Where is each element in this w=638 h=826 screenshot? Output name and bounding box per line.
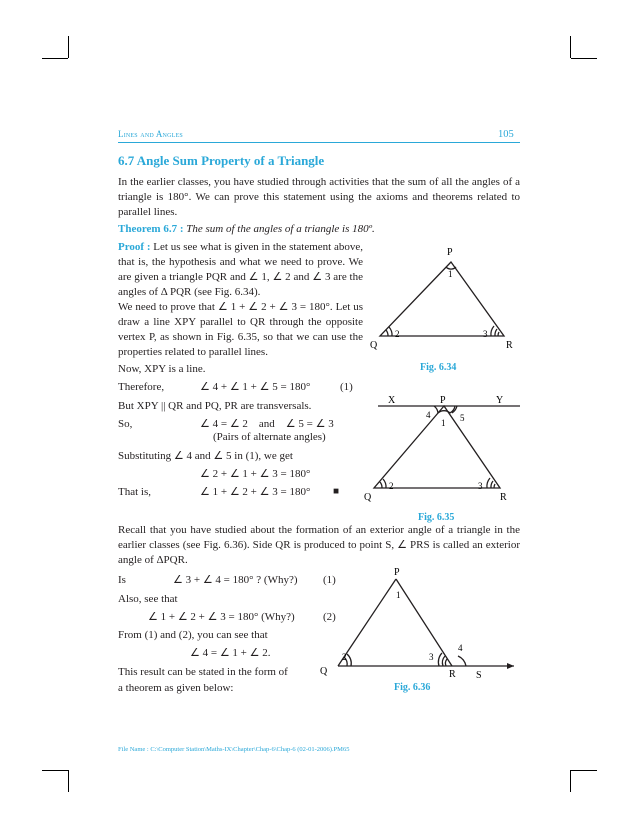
crop-mark-bottom-right-h (571, 770, 597, 771)
crop-mark-top-right-h (571, 58, 597, 59)
fig636-angle-2: 2 (342, 652, 347, 662)
exterior-from-equation: ∠ 4 = ∠ 1 + ∠ 2. (190, 647, 271, 659)
header-rule (118, 142, 520, 143)
crop-mark-bottom-right-v (570, 770, 571, 792)
crop-mark-top-left-v (68, 36, 69, 58)
fig636-label-q: Q (320, 666, 328, 677)
proof-line-2-equation: ∠ 4 + ∠ 1 + ∠ 5 = 180° (200, 381, 311, 393)
exterior-result-1: This result can be stated in the form of (118, 666, 288, 678)
exterior-from: From (1) and (2), you can see that (118, 629, 268, 641)
proof-text-1: Let us see what is given in the statement above, that is, the hypothesis and what we need to prove. We are given a triangle PQR and ∠ 1, ∠ 2 and ∠ 3 are the angles of Δ PQR (see Fig. 6.34). (118, 241, 364, 298)
section-title: 6.7 Angle Sum Property of a Triangle (118, 153, 325, 168)
fig634-caption: Fig. 6.34 (420, 362, 457, 373)
fig635-angle-1: 1 (441, 418, 446, 428)
crop-mark-bottom-left-h (42, 770, 68, 771)
proof-line-6-equation: ∠ 2 + ∠ 1 + ∠ 3 = 180° (200, 468, 311, 480)
exterior-result-2: a theorem as given below: (118, 682, 234, 694)
proof-line-7-label: That is, (118, 486, 151, 498)
fig636-caption: Fig. 6.36 (394, 682, 431, 693)
proof-line-4-label: So, (118, 418, 133, 430)
proof-paragraph-2: We need to prove that ∠ 1 + ∠ 2 + ∠ 3 = 180°. Let us draw a line XPY parallel to QR through the opposite vertex P, as shown in Fig. 6.35, so that we can use the properties related to parallel lines. (118, 301, 363, 358)
file-name-footer: File Name : C:\Computer Station\Maths-IX\Chapter\Chap-6\Chap-6 (02-01-2006).PM65 (118, 746, 350, 753)
fig635-angle-3: 3 (478, 481, 483, 491)
fig636-label-r: R (449, 669, 456, 680)
fig635-label-r: R (500, 492, 507, 503)
running-header-chapter: Lines and Angles (118, 129, 183, 139)
proof-line-3: But XPY || QR and PQ, PR are transversals. (118, 400, 312, 412)
figure-6-34 (360, 240, 530, 380)
fig634-label-p: P (447, 247, 453, 258)
proof-line-4-note: (Pairs of alternate angles) (213, 431, 326, 443)
fig636-angle-3: 3 (429, 652, 434, 662)
fig634-angle-1: 1 (448, 269, 453, 279)
proof-line-5: Substituting ∠ 4 and ∠ 5 in (1), we get (118, 450, 293, 462)
page-number: 105 (498, 129, 514, 140)
exterior-is-equation: ∠ 3 + ∠ 4 = 180° ? (Why?) (173, 574, 298, 586)
fig635-caption: Fig. 6.35 (418, 512, 455, 523)
proof-end-mark: ■ (333, 486, 340, 497)
proof-line-4-equation: ∠ 4 = ∠ 2 and ∠ 5 = ∠ 3 (200, 418, 334, 430)
fig636-angle-1: 1 (396, 590, 401, 600)
exterior-also-number: (2) (323, 611, 336, 623)
intro-paragraph: In the earlier classes, you have studied through activities that the sum of all the angles of a triangle is 180°. We can prove this statement using the axioms and theorems related to parallel lines. (118, 176, 520, 218)
exterior-also: Also, see that (118, 593, 178, 605)
fig635-label-q: Q (364, 492, 372, 503)
fig635-angle-4: 4 (426, 410, 431, 420)
fig635-label-y: Y (496, 395, 504, 406)
exterior-paragraph: Recall that you have studied about the formation of an exterior angle of a triangle in the earlier classes (see Fig. 6.36). Side QR is produced to point S, ∠ PRS is called an exterior angle of ΔPQR. (118, 524, 520, 566)
fig636-label-s: S (476, 670, 482, 681)
fig635-label-p: P (440, 395, 446, 406)
figure-6-36 (316, 562, 522, 702)
proof-line-1: Now, XPY is a line. (118, 363, 206, 375)
crop-mark-top-left-h (42, 58, 68, 59)
proof-line-7-equation: ∠ 1 + ∠ 2 + ∠ 3 = 180° (200, 486, 311, 498)
proof-paragraph-1 (118, 240, 363, 300)
figure-6-35 (360, 390, 530, 526)
crop-mark-bottom-left-v (68, 770, 69, 792)
fig634-angle-3: 3 (483, 329, 488, 339)
fig634-angle-2: 2 (395, 329, 400, 339)
fig635-label-x: X (388, 395, 396, 406)
crop-mark-top-right-v (570, 36, 571, 58)
exterior-also-equation: ∠ 1 + ∠ 2 + ∠ 3 = 180° (Why?) (148, 611, 295, 623)
fig636-angle-4: 4 (458, 643, 463, 653)
exterior-is-number: (1) (323, 574, 336, 586)
fig634-label-q: Q (370, 340, 378, 351)
fig635-angle-2: 2 (389, 481, 394, 491)
theorem-statement (118, 222, 375, 237)
theorem-text: The sum of the angles of a triangle is 180º. (186, 223, 375, 235)
proof-label: Proof : (118, 241, 151, 253)
theorem-label: Theorem 6.7 : (118, 223, 184, 235)
proof-line-2-number: (1) (340, 381, 353, 393)
exterior-is-label: Is (118, 574, 126, 586)
proof-line-2-label: Therefore, (118, 381, 165, 393)
fig634-label-r: R (506, 340, 513, 351)
fig636-label-p: P (394, 567, 400, 578)
fig635-angle-5: 5 (460, 413, 465, 423)
